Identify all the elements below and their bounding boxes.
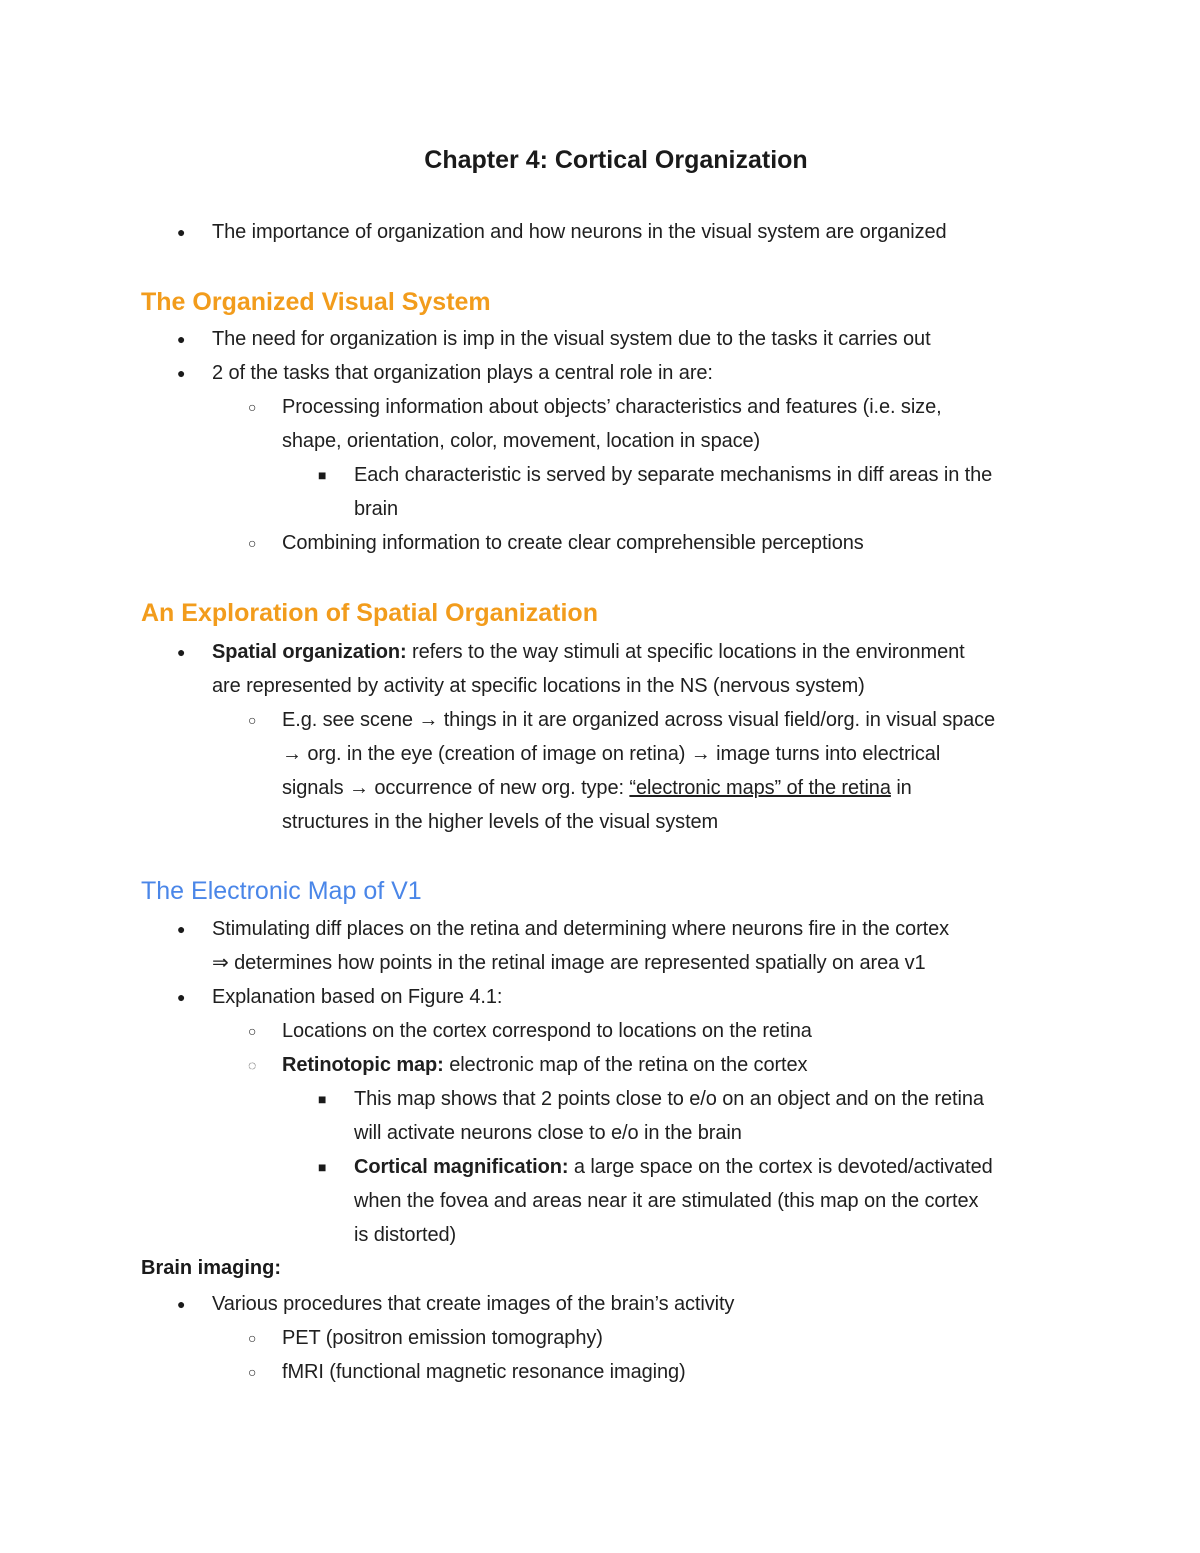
list-item-continuation [282, 775, 912, 801]
term-retinotopic-map: Retinotopic map: [282, 1054, 444, 1076]
term-cortical-magnification: Cortical magnification: [354, 1156, 569, 1178]
list-item: Explanation based on Figure 4.1: [212, 986, 503, 1008]
list-item: Each characteristic is served by separate mechanisms in diff areas in the [354, 464, 993, 486]
bullet-disc-icon: ● [177, 921, 186, 937]
list-item-continuation: are represented by activity at specific locations in the NS (nervous system) [212, 675, 865, 697]
list-item: E.g. see scene → things in it are organized across visual field/org. in visual space [282, 709, 996, 731]
bullet-disc-icon: ● [177, 1296, 186, 1312]
bullet-circle-icon: ○ [248, 1364, 257, 1380]
bullet-square-icon: ■ [318, 1159, 327, 1175]
list-item [354, 1154, 993, 1180]
section-heading-electronic-map-v1: The Electronic Map of V1 [141, 877, 422, 905]
list-item: fMRI (functional magnetic resonance imaging) [282, 1361, 686, 1383]
list-item-continuation: ⇒ determines how points in the retinal image are represented spatially on area v1 [212, 952, 926, 974]
bullet-dotted-circle-icon: ◌ [248, 1057, 257, 1073]
bullet-circle-icon: ○ [248, 1023, 257, 1039]
bullet-circle-icon: ○ [248, 535, 257, 551]
example-text-tail: in [890, 777, 912, 799]
list-item: Various procedures that create images of the brain’s activity [212, 1293, 735, 1315]
list-item-continuation: is distorted) [354, 1224, 457, 1246]
underlined-phrase: “electronic maps” of the retina [629, 777, 891, 799]
intro-text: The importance of organization and how neurons in the visual system are organized [212, 221, 947, 243]
term-definition: refers to the way stimuli at specific locations in the environment [406, 641, 965, 663]
bullet-disc-icon: ● [177, 644, 186, 660]
list-item: PET (positron emission tomography) [282, 1327, 603, 1349]
list-item: Stimulating diff places on the retina and determining where neurons fire in the cortex [212, 918, 950, 940]
section-heading-organized-visual-system: The Organized Visual System [141, 288, 491, 316]
list-item: Locations on the cortex correspond to locations on the retina [282, 1020, 812, 1042]
bullet-circle-icon: ○ [248, 1330, 257, 1346]
list-item-continuation: will activate neurons close to e/o in the brain [354, 1122, 742, 1144]
bullet-square-icon: ■ [318, 467, 327, 483]
document-title: Chapter 4: Cortical Organization [424, 146, 808, 174]
term-definition: a large space on the cortex is devoted/activated [568, 1156, 993, 1178]
list-item: Processing information about objects’ characteristics and features (i.e. size, [282, 396, 942, 418]
term-definition: electronic map of the retina on the cortex [443, 1054, 808, 1076]
section-heading-brain-imaging: Brain imaging: [141, 1257, 282, 1279]
list-item-continuation: brain [354, 498, 398, 520]
list-item-continuation: structures in the higher levels of the visual system [282, 811, 719, 833]
list-item: Combining information to create clear comprehensible perceptions [282, 532, 864, 554]
term-spatial-organization: Spatial organization: [212, 641, 407, 663]
bullet-circle-icon: ○ [248, 399, 257, 415]
bullet-disc-icon: ● [177, 989, 186, 1005]
list-item-continuation: when the fovea and areas near it are stimulated (this map on the cortex [354, 1190, 979, 1212]
list-item: The need for organization is imp in the visual system due to the tasks it carries out [212, 328, 931, 350]
list-item: This map shows that 2 points close to e/o on an object and on the retina [354, 1088, 984, 1110]
list-item-continuation: → org. in the eye (creation of image on retina) → image turns into electrical [282, 743, 941, 765]
bullet-circle-icon: ○ [248, 712, 257, 728]
bullet-disc-icon: ● [177, 365, 186, 381]
list-item [212, 639, 965, 665]
example-text: signals → occurrence of new org. type: [282, 777, 630, 799]
section-heading-spatial-organization: An Exploration of Spatial Organization [141, 599, 598, 627]
bullet-square-icon: ■ [318, 1091, 327, 1107]
list-item: 2 of the tasks that organization plays a central role in are: [212, 362, 713, 384]
list-item-continuation: shape, orientation, color, movement, location in space) [282, 430, 761, 452]
bullet-disc-icon: ● [177, 331, 186, 347]
bullet-disc-icon: ● [177, 224, 186, 240]
list-item [282, 1052, 807, 1078]
